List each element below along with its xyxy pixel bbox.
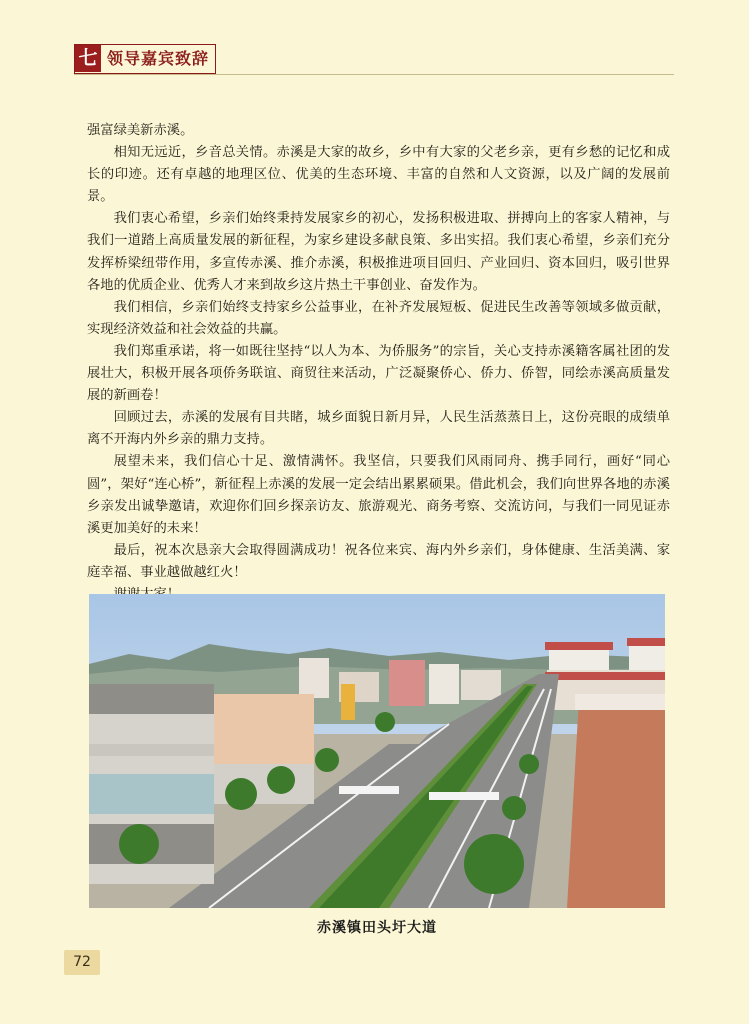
paragraph-7: 展望未来，我们信心十足、激情满怀。我坚信，只要我们风雨同舟、携手同行，画好“同心圆”，架好“连心桥”，新征程上赤溪的发展一定会结出累累硕果。借此机会，我们向世界各地的赤溪乡亲发出诚挚邀请，欢迎你们回乡探亲访友、旅游观光、商务考察、交流访问，与我们一同见证赤溪更加美好的未来！ bbox=[87, 454, 670, 536]
paragraph-1: 强富绿美新赤溪。 bbox=[87, 123, 194, 138]
chapter-title: 领导嘉宾致辞 bbox=[107, 49, 210, 68]
paragraph-4: 我们相信，乡亲们始终支持家乡公益事业，在补齐发展短板、促进民生改善等领域多做贡献，实现经济效益和社会效益的共赢。 bbox=[87, 299, 670, 337]
paragraph-3: 我们衷心希望，乡亲们始终秉持发展家乡的初心，发扬积极进取、拼搏向上的客家人精神，与我们一道踏上高质量发展的新征程，为家乡建设多献良策、多出实招。我们衷心希望，乡亲们充分发挥桥梁纽带作用，多宣传赤溪、推介赤溪，积极推进项目回归、产业回归、资本回归，吸引世界各地的优质企业、优秀人才来到故乡这片热土干事创业、奋发作为。 bbox=[87, 211, 670, 293]
chapter-header bbox=[74, 44, 216, 74]
street-photo bbox=[89, 594, 665, 908]
page-number: 72 bbox=[64, 950, 100, 975]
paragraph-8: 最后，祝本次恳亲大会取得圆满成功！祝各位来宾、海内外乡亲们，身体健康、生活美满、家庭幸福、事业越做越红火！ bbox=[87, 542, 670, 580]
paragraph-6: 回顾过去，赤溪的发展有目共睹，城乡面貌日新月异，人民生活蒸蒸日上，这份亮眼的成绩单离不开海内外乡亲的鼎力支持。 bbox=[87, 410, 670, 448]
chapter-number-badge: 七 bbox=[75, 45, 101, 72]
speech-body bbox=[87, 120, 670, 606]
paragraph-2: 相知无远近，乡音总关情。赤溪是大家的故乡，乡中有大家的父老乡亲，更有乡愁的记忆和成长的印迹。还有卓越的地理区位、优美的生态环境、丰富的自然和人文资源，以及广阔的发展前景。 bbox=[87, 145, 670, 205]
photo-caption: 赤溪镇田头圩大道 bbox=[317, 920, 437, 936]
paragraph-5: 我们郑重承诺，将一如既往坚持“以人为本、为侨服务”的宗旨，关心支持赤溪籍客属社团的发展壮大，积极开展各项侨务联谊、商贸往来活动，广泛凝聚侨心、侨力、侨智，同绘赤溪高质量发展的新画卷！ bbox=[87, 343, 670, 404]
header-divider bbox=[74, 74, 674, 75]
